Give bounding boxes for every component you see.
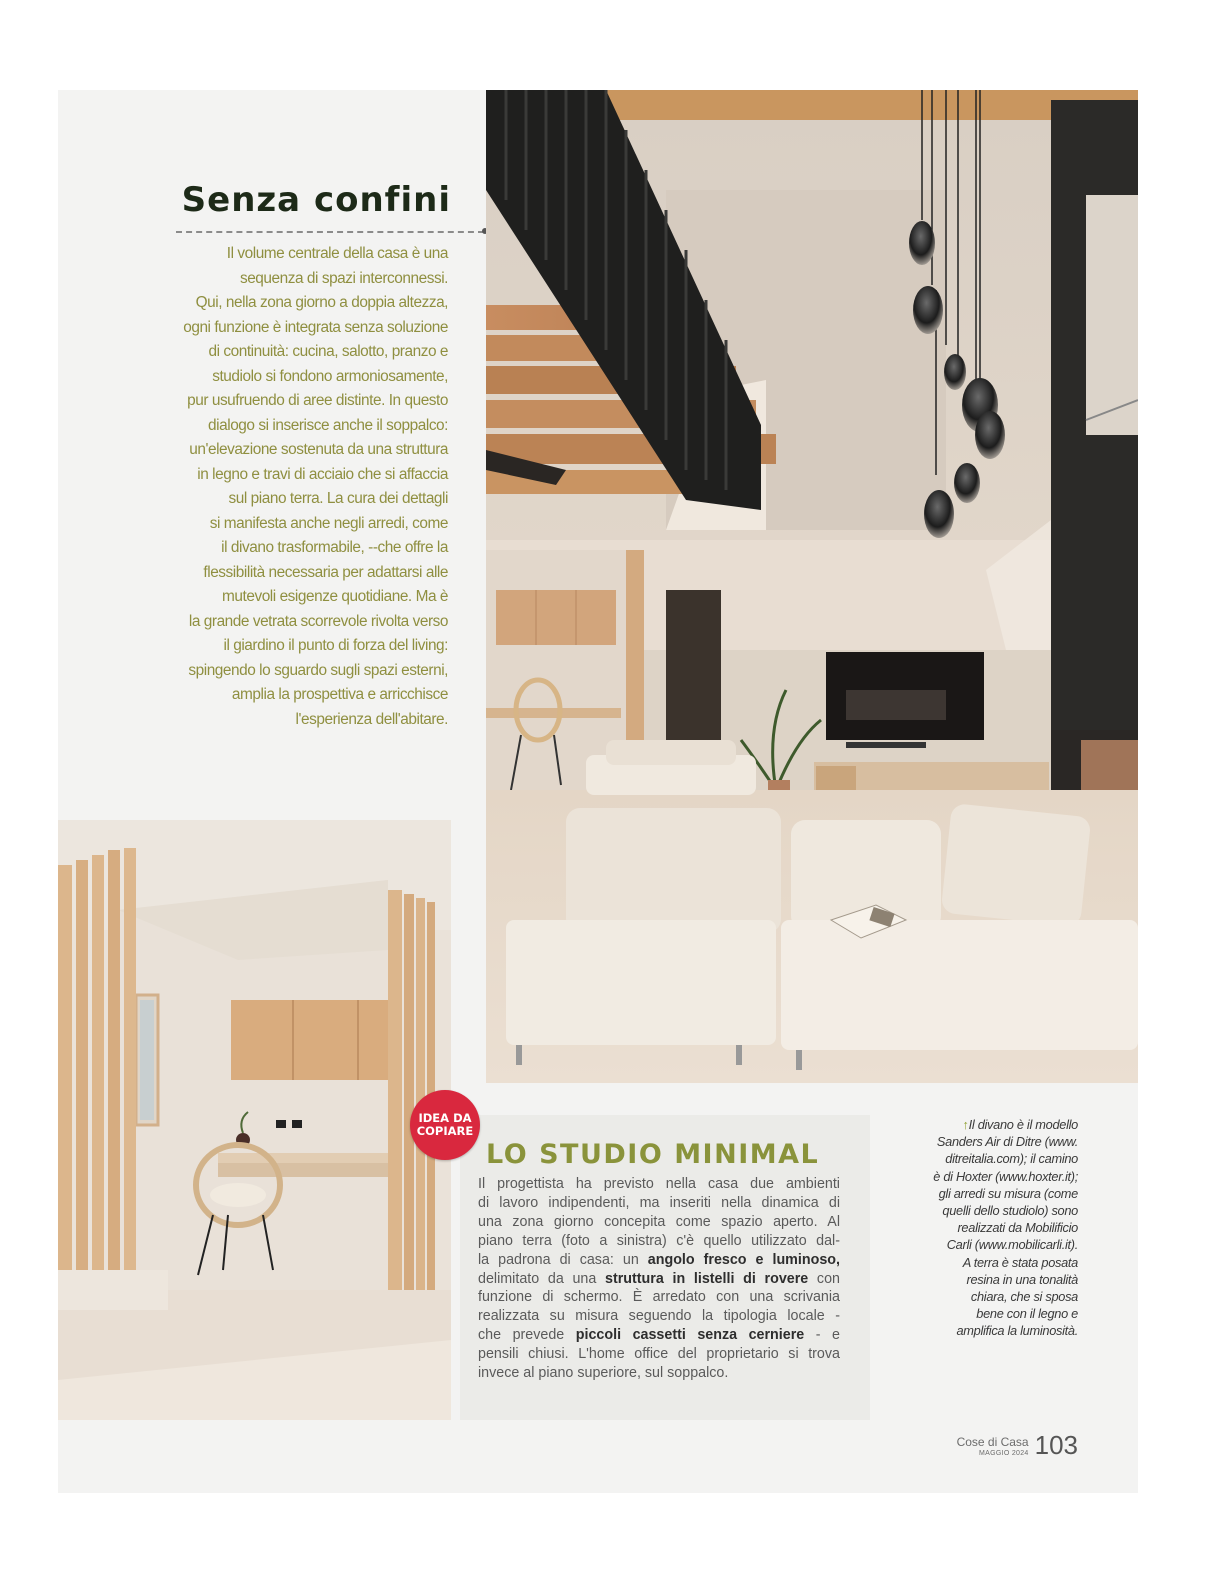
caption-line: amplifica la luminosità. (956, 1323, 1078, 1339)
intro-line: il giardino il punto di forza del living: (223, 637, 448, 654)
studio-desk-photo (58, 820, 451, 1420)
box-text-line (478, 1364, 840, 1383)
caption-line: Sanders Air di Ditre (www. (936, 1134, 1078, 1150)
box-text-bold: piccoli cassetti senza cerniere (575, 1327, 805, 1344)
box-text-line (478, 1232, 840, 1251)
box-text-run: una zona giorno concepita come spazio aperto. Al (478, 1213, 840, 1230)
caption-line: A terra è stata posata (962, 1254, 1078, 1270)
intro-line: un'elevazione sostenuta da una struttura (189, 441, 448, 458)
box-text-run: Il progettista ha previsto nella casa due ambienti (478, 1176, 840, 1192)
box-text-line (478, 1288, 840, 1307)
issue-date: MAGGIO 2024 (979, 1450, 1029, 1457)
photo-caption (878, 1116, 1078, 1340)
intro-line: la grande vetrata scorrevole rivolta verso (188, 612, 448, 630)
magazine-name: Cose di Casa (956, 1435, 1029, 1449)
article-intro (156, 242, 448, 732)
intro-line: sul piano terra. La cura dei dettagli (228, 490, 448, 507)
studio-minimal-box (460, 1115, 870, 1420)
arrow-up-icon: ↑ (962, 1117, 969, 1132)
intro-line: il divano trasformabile, --che offre la (221, 539, 448, 556)
caption-line: chiara, che si sposa (970, 1289, 1078, 1305)
intro-line: di continuità: cucina, salotto, pranzo e (208, 343, 448, 360)
intro-line: l'esperienza dell'abitare. (295, 710, 448, 728)
box-text-line (478, 1251, 840, 1270)
living-room-photo (486, 90, 1138, 1083)
caption-line: gli arredi su misura (come (938, 1185, 1078, 1201)
caption-line: realizzati da Mobilificio (957, 1220, 1078, 1236)
box-text-run: invece al piano superiore, sul soppalco. (478, 1365, 729, 1382)
box-text-run: la padrona di casa: un (478, 1251, 648, 1268)
intro-line: flessibilità necessaria per adattarsi alle (203, 563, 448, 581)
intro-line: sequenza di spazi interconnessi. (239, 269, 448, 287)
box-text-line (478, 1345, 840, 1364)
intro-line: mutevoli esigenze quotidiane. Ma è (222, 588, 448, 605)
box-text-line (478, 1307, 840, 1326)
intro-line: si manifesta anche negli arredi, come (209, 514, 448, 532)
box-text-run: con (808, 1270, 840, 1287)
caption-line: Carli (www.mobilicarli.it). (946, 1237, 1078, 1253)
box-text-line (478, 1175, 840, 1194)
box-text-line (478, 1326, 840, 1345)
title-divider (176, 231, 484, 233)
caption-line: resina in una tonalità (966, 1271, 1078, 1287)
idea-da-copiare-badge (410, 1090, 480, 1160)
box-text-run: realizzata su misura seguendo la tipologia locale - (478, 1308, 840, 1325)
intro-line: ogni funzione è integrata senza soluzione (183, 318, 448, 336)
box-text-run: di lavoro indipendenti, ma inseriti nella dinamica di (478, 1194, 840, 1211)
article-title: Senza confini (181, 180, 451, 220)
caption-line: ditreitalia.com); il camino (945, 1151, 1078, 1167)
box-text-line (478, 1270, 840, 1289)
box-text-run: piano terra (foto a sinistra) c'è quello utilizzato dal- (478, 1232, 840, 1249)
intro-line: spingendo lo sguardo sugli spazi esterni, (188, 661, 448, 679)
intro-line: dialogo si inserisce anche il soppalco: (208, 416, 448, 434)
box-text-run: funzione di schermo. È arredato con una scrivania (478, 1289, 840, 1306)
magazine-page (58, 90, 1138, 1493)
intro-line: studiolo si fondono armoniosamente, (212, 367, 448, 385)
box-body-text (478, 1175, 840, 1383)
magazine-info (957, 1436, 1029, 1458)
caption-line: è di Hoxter (www.hoxter.it); (933, 1168, 1078, 1184)
intro-line: pur usufruendo di aree distinte. In questo (187, 392, 448, 409)
intro-line: amplia la prospettiva e arricchisce (231, 686, 448, 703)
badge-line-2: COPIARE (416, 1124, 474, 1138)
caption-line: quelli dello studiolo) sono (942, 1203, 1078, 1219)
intro-line: Il volume centrale della casa è una (226, 245, 448, 262)
page-number: 103 (1034, 1430, 1078, 1460)
box-text-run: - e (804, 1327, 840, 1344)
box-text-line (478, 1194, 840, 1213)
box-text-bold: angolo fresco e luminoso, (647, 1251, 840, 1268)
box-title: LO STUDIO MINIMAL (486, 1139, 820, 1170)
intro-line: in legno e travi di acciaio che si affaccia (197, 465, 448, 483)
caption-line: bene con il legno e (976, 1306, 1078, 1322)
caption-line-text: Il divano è il modello (968, 1117, 1078, 1132)
box-text-run: delimitato da una (478, 1270, 606, 1287)
box-text-bold: struttura in listelli di rovere (605, 1270, 809, 1287)
page-footer (957, 1432, 1078, 1458)
box-text-run: che prevede (478, 1327, 576, 1344)
box-text-line (478, 1213, 840, 1232)
intro-line: Qui, nella zona giorno a doppia altezza, (195, 294, 448, 311)
badge-line-1: IDEA DA (418, 1111, 472, 1125)
box-text-run: pensili chiusi. L'home office del proprietario si trova (478, 1346, 840, 1363)
caption-line (878, 1116, 1078, 1133)
